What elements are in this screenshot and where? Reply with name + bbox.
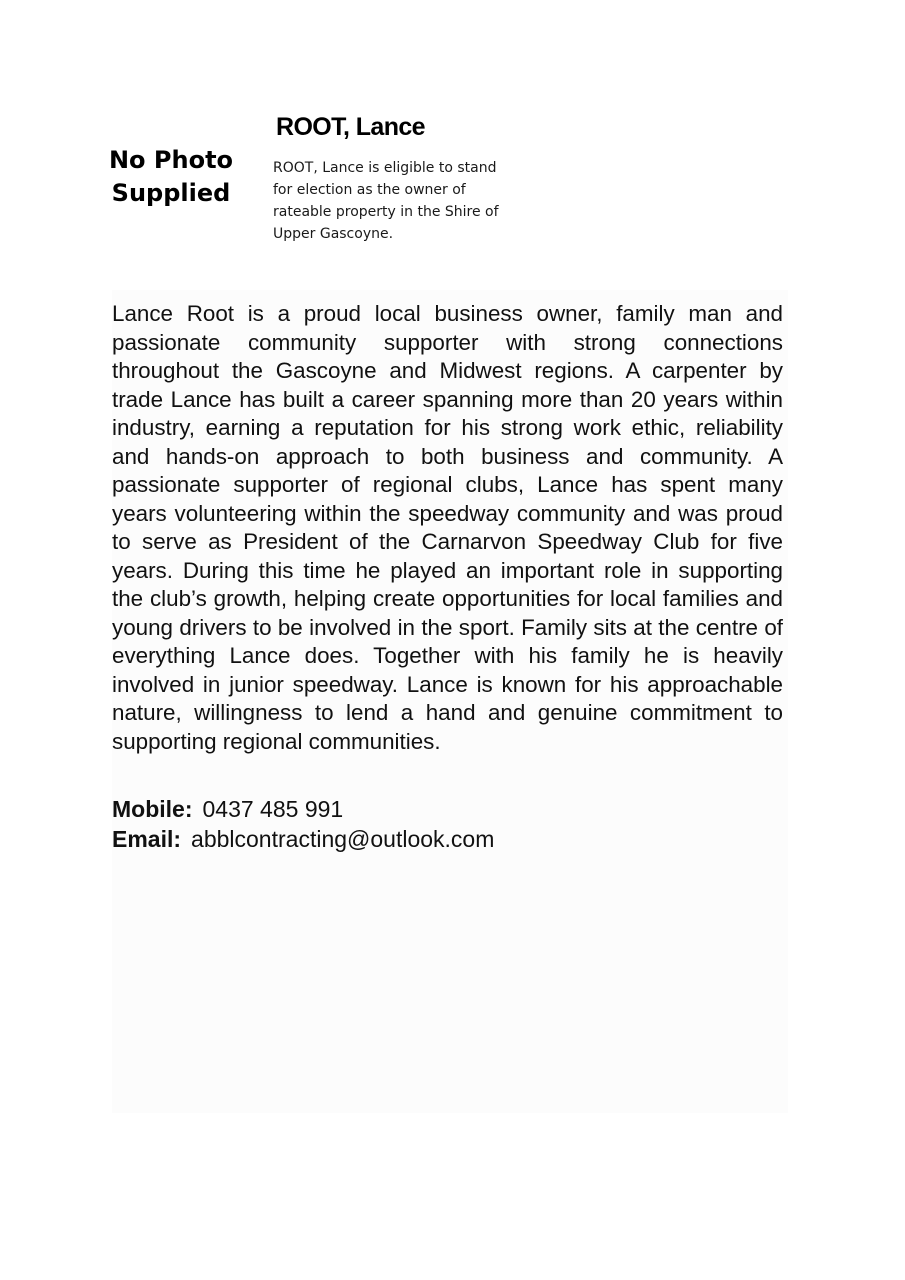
- mobile-label: Mobile:: [112, 796, 193, 822]
- contact-email: [112, 825, 783, 853]
- email-address: abblcontracting@outlook.com: [191, 826, 495, 852]
- no-photo-line-1: No Photo: [108, 146, 234, 174]
- contact-mobile: [112, 795, 783, 823]
- eligibility-statement: ROOT, Lance is eligible to stand for election as the owner of rateable property in the Shire of Upper Gascoyne.: [273, 160, 499, 242]
- candidate-statement: Lance Root is a proud local business owner, family man and passionate community supporter with strong connections throughout the Gascoyne and Midwest regions. A carpenter by trade Lance has built a career spanning more than 20 years within industry, earning a reputation for his strong work ethic, reliability and hands-on approach to both business and community. A passionate supporter of regional clubs, Lance has spent many years volunteering within the speedway community and was proud to serve as President of the Carnarvon Speedway Club for five years. During this time he played an important role in supporting the club’s growth, helping create opportunities for local families and young drivers to be involved in the sport. Family sits at the centre of everything Lance does. Together with his family he is heavily involved in junior speedway. Lance is known for his approachable nature, willingness to lend a hand and genuine commitment to supporting regional communities.: [112, 301, 783, 754]
- mobile-number: 0437 485 991: [202, 796, 344, 822]
- email-label: Email:: [112, 826, 182, 852]
- no-photo-line-2: Supplied: [111, 179, 231, 207]
- no-photo-placeholder: [100, 144, 242, 210]
- candidate-name: ROOT, Lance: [276, 113, 425, 141]
